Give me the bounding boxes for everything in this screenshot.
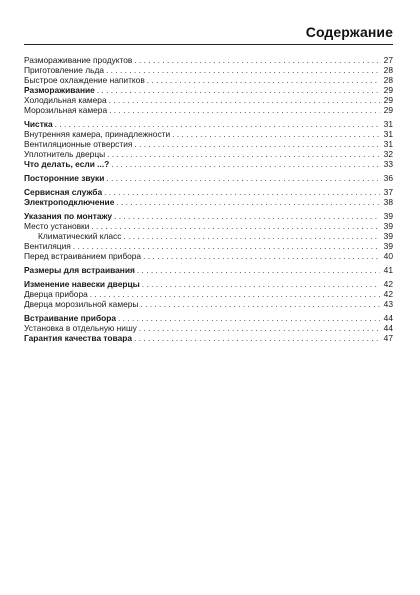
toc-dot-leader xyxy=(116,197,380,207)
toc-entry[interactable] xyxy=(24,241,393,251)
toc-entry-page-number: 31 xyxy=(383,139,393,149)
toc-dot-leader xyxy=(134,139,380,149)
toc-entry-label: Место установки xyxy=(24,221,90,231)
toc-entry[interactable] xyxy=(24,251,393,261)
toc-dot-leader xyxy=(109,95,380,105)
toc-entry[interactable] xyxy=(24,323,393,333)
toc-dot-leader xyxy=(142,279,380,289)
toc-entry-label: Морозильная камера xyxy=(24,105,108,115)
toc-entry-page-number: 39 xyxy=(383,231,393,241)
toc-entry[interactable] xyxy=(24,149,393,159)
toc-entry-page-number: 44 xyxy=(383,313,393,323)
toc-dot-leader xyxy=(139,323,380,333)
toc-dot-leader xyxy=(123,231,380,241)
toc-entry[interactable] xyxy=(24,279,393,289)
toc-entry-label: Вентиляционные отверстия xyxy=(24,139,133,149)
toc-dot-leader xyxy=(134,333,380,343)
toc-dot-leader xyxy=(134,55,380,65)
toc-entry[interactable] xyxy=(24,75,393,85)
toc-entry-page-number: 42 xyxy=(383,289,393,299)
table-of-contents xyxy=(24,55,393,343)
toc-entry-page-number: 37 xyxy=(383,187,393,197)
toc-entry[interactable] xyxy=(24,313,393,323)
toc-entry-page-number: 29 xyxy=(383,95,393,105)
toc-entry-page-number: 36 xyxy=(383,173,393,183)
toc-entry[interactable] xyxy=(24,95,393,105)
toc-entry[interactable] xyxy=(24,105,393,115)
toc-entry-label: Размораживание xyxy=(24,85,95,95)
toc-entry[interactable] xyxy=(24,265,393,275)
toc-dot-leader xyxy=(106,65,380,75)
toc-entry-label: Изменение навески дверцы xyxy=(24,279,140,289)
toc-dot-leader xyxy=(172,129,380,139)
toc-dot-leader xyxy=(55,119,380,129)
toc-entry-page-number: 39 xyxy=(383,241,393,251)
toc-entry[interactable] xyxy=(24,55,393,65)
toc-entry[interactable] xyxy=(24,129,393,139)
toc-dot-leader xyxy=(137,265,380,275)
toc-entry-label: Что делать, если ...? xyxy=(24,159,110,169)
toc-dot-leader xyxy=(73,241,380,251)
toc-entry-label: Перед встраиванием прибора xyxy=(24,251,142,261)
toc-entry-page-number: 31 xyxy=(383,119,393,129)
toc-entry-label: Холодильная камера xyxy=(24,95,107,105)
toc-entry-label: Климатический класс xyxy=(38,231,122,241)
toc-entry[interactable] xyxy=(24,139,393,149)
toc-entry-page-number: 47 xyxy=(383,333,393,343)
toc-entry-label: Чистка xyxy=(24,119,53,129)
toc-entry[interactable] xyxy=(24,159,393,169)
toc-entry[interactable] xyxy=(24,197,393,207)
toc-entry-label: Дверца прибора xyxy=(24,289,88,299)
toc-dot-leader xyxy=(106,173,380,183)
toc-entry[interactable] xyxy=(24,221,393,231)
toc-entry-label: Посторонние звуки xyxy=(24,173,105,183)
toc-dot-leader xyxy=(118,313,380,323)
toc-entry[interactable] xyxy=(24,231,393,241)
toc-dot-leader xyxy=(111,159,380,169)
page-title: Содержание xyxy=(305,24,393,40)
toc-entry[interactable] xyxy=(24,85,393,95)
toc-entry-page-number: 40 xyxy=(383,251,393,261)
toc-entry-label: Встраивание прибора xyxy=(24,313,117,323)
toc-entry-label: Дверца морозильной камеры xyxy=(24,299,139,309)
toc-entry-page-number: 27 xyxy=(383,55,393,65)
toc-entry-label: Сервисная служба xyxy=(24,187,103,197)
page-header xyxy=(24,0,393,45)
toc-entry-page-number: 39 xyxy=(383,221,393,231)
toc-entry[interactable] xyxy=(24,173,393,183)
toc-entry-label: Уплотнитель дверцы xyxy=(24,149,106,159)
toc-dot-leader xyxy=(91,221,380,231)
toc-entry-page-number: 31 xyxy=(383,129,393,139)
toc-dot-leader xyxy=(97,85,380,95)
toc-dot-leader xyxy=(90,289,380,299)
toc-entry-page-number: 42 xyxy=(383,279,393,289)
toc-entry-label: Гарантия качества товара xyxy=(24,333,132,343)
toc-entry-page-number: 43 xyxy=(383,299,393,309)
toc-entry[interactable] xyxy=(24,211,393,221)
toc-entry-label: Быстрое охлаждение напитков xyxy=(24,75,145,85)
toc-entry-label: Вентиляция xyxy=(24,241,71,251)
toc-entry-page-number: 29 xyxy=(383,105,393,115)
toc-dot-leader xyxy=(147,75,380,85)
toc-dot-leader xyxy=(140,299,380,309)
toc-entry-page-number: 33 xyxy=(383,159,393,169)
toc-entry-label: Установка в отдельную нишу xyxy=(24,323,137,333)
toc-entry-page-number: 29 xyxy=(383,85,393,95)
toc-entry-page-number: 39 xyxy=(383,211,393,221)
toc-entry-label: Внутренняя камера, принадлежности xyxy=(24,129,171,139)
toc-dot-leader xyxy=(114,211,380,221)
toc-dot-leader xyxy=(107,149,380,159)
toc-dot-leader xyxy=(104,187,380,197)
toc-entry[interactable] xyxy=(24,187,393,197)
toc-dot-leader xyxy=(143,251,380,261)
toc-entry-label: Электроподключение xyxy=(24,197,115,207)
toc-entry[interactable] xyxy=(24,119,393,129)
toc-entry[interactable] xyxy=(24,65,393,75)
toc-entry-page-number: 28 xyxy=(383,65,393,75)
toc-entry-page-number: 41 xyxy=(383,265,393,275)
toc-entry-label: Приготовление льда xyxy=(24,65,104,75)
toc-entry-label: Указания по монтажу xyxy=(24,211,113,221)
toc-entry-label: Размеры для встраивания xyxy=(24,265,135,275)
toc-entry-page-number: 38 xyxy=(383,197,393,207)
toc-dot-leader xyxy=(109,105,380,115)
toc-entry-page-number: 44 xyxy=(383,323,393,333)
toc-entry[interactable] xyxy=(24,333,393,343)
toc-entry[interactable] xyxy=(24,299,393,309)
toc-entry[interactable] xyxy=(24,289,393,299)
toc-entry-page-number: 32 xyxy=(383,149,393,159)
toc-entry-page-number: 28 xyxy=(383,75,393,85)
toc-entry-label: Размораживание продуктов xyxy=(24,55,133,65)
